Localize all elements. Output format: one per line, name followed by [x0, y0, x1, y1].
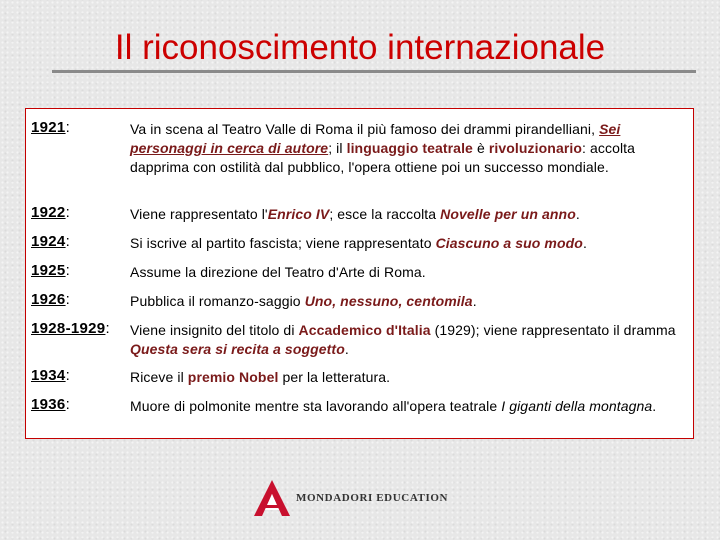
- timeline-description: Viene insignito del titolo di Accademico d'Italia (1929); viene rappresentato il dramma Questa sera si recita a soggetto.: [130, 322, 676, 357]
- timeline-panel: [25, 108, 694, 439]
- timeline-description: Assume la direzione del Teatro d'Arte di Roma.: [130, 264, 426, 280]
- timeline-description: Va in scena al Teatro Valle di Roma il più famoso dei drammi pirandelliani, Sei personaggi in cerca di autore; il linguaggio teatrale è rivoluzionario: accolta dapprima con ostilità dal pubblico, l'opera ottiene poi un successo mondiale.: [130, 121, 636, 175]
- key-term: premio Nobel: [187, 369, 279, 385]
- key-term: linguaggio teatrale: [346, 140, 473, 156]
- publisher-logo: [252, 478, 472, 518]
- mondadori-a-logo-icon: [252, 478, 292, 518]
- publisher-name: MONDADORI EDUCATION: [296, 492, 449, 504]
- key-term: Accademico d'Italia: [298, 322, 431, 338]
- title-underline: [52, 70, 696, 73]
- timeline-year: 1926:: [31, 291, 71, 308]
- timeline-description: Muore di polmonite mentre sta lavorando all'opera teatrale I giganti della montagna.: [130, 398, 657, 414]
- timeline-year: 1925:: [31, 262, 71, 279]
- timeline-description: Pubblica il romanzo-saggio Uno, nessuno, centomila.: [130, 293, 477, 309]
- timeline-year: 1934:: [31, 367, 71, 384]
- work-title: Ciascuno a suo modo: [435, 235, 583, 251]
- timeline-description: Viene rappresentato l'Enrico IV; esce la raccolta Novelle per un anno.: [130, 206, 580, 222]
- timeline-year: 1924:: [31, 233, 71, 250]
- work-title: Enrico IV: [267, 206, 330, 222]
- work-title: Uno, nessuno, centomila: [304, 293, 473, 309]
- work-title: I giganti della montagna: [501, 398, 653, 414]
- timeline-year: 1936:: [31, 396, 71, 413]
- timeline-description: Si iscrive al partito fascista; viene rappresentato Ciascuno a suo modo.: [130, 235, 587, 251]
- timeline-year: 1922:: [31, 204, 71, 221]
- work-title: Questa sera si recita a soggetto: [130, 341, 345, 357]
- work-title: Novelle per un anno: [440, 206, 576, 222]
- page-title: Il riconoscimento internazionale: [114, 28, 606, 67]
- key-term: rivoluzionario: [488, 140, 583, 156]
- timeline-description: Riceve il premio Nobel per la letteratura.: [130, 369, 391, 385]
- timeline-year: 1928-1929:: [31, 320, 110, 337]
- work-title: Sei personaggi in cerca di autore: [130, 121, 621, 156]
- timeline-year: 1921:: [31, 119, 71, 136]
